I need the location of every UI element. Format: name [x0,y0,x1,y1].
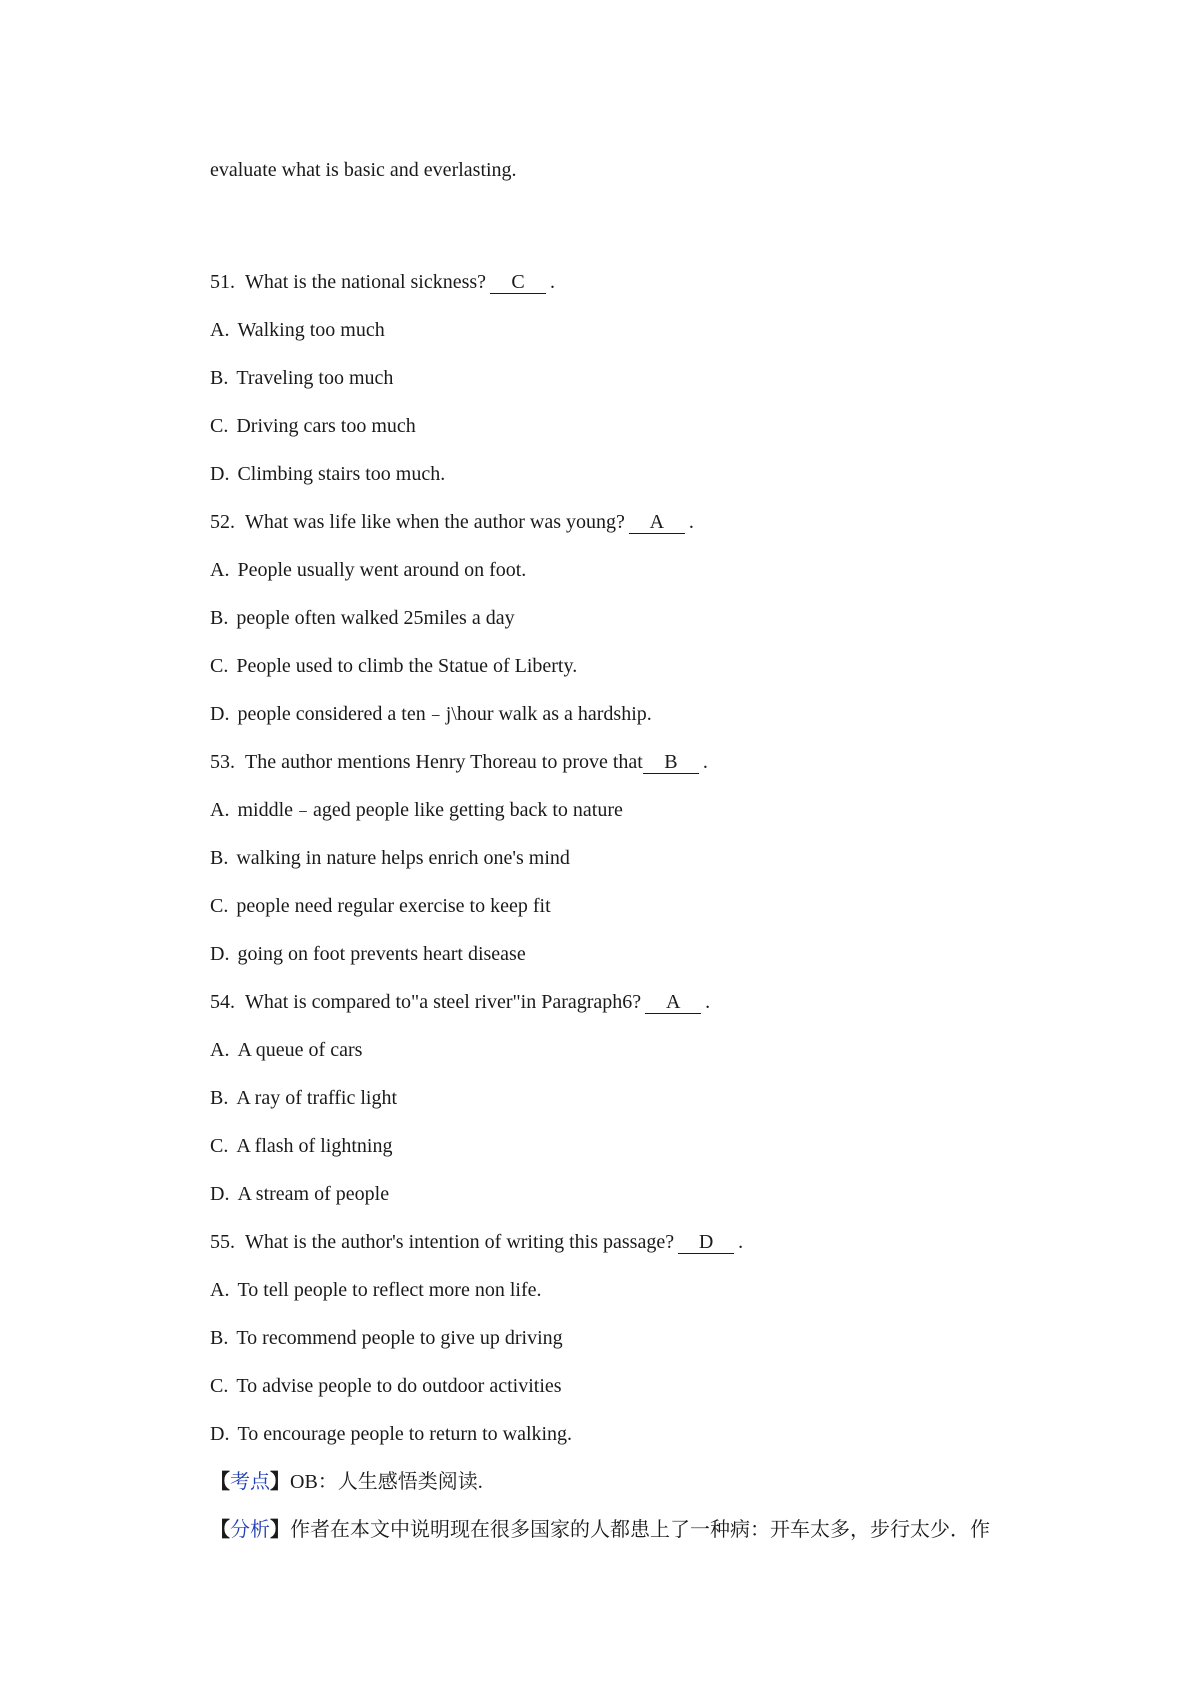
option-55-b [210,1324,563,1352]
question-53 [210,748,708,776]
option-text: To tell people to reflect more non life. [237,1279,542,1301]
option-55-d [210,1420,572,1448]
fenxi-text: 作者在本文中说明现在很多国家的人都患上了一种病：开车太多，步行太少．作 [290,1519,990,1541]
option-text: A stream of people [237,1183,390,1205]
option-text: Walking too much [237,319,385,341]
option-54-c [210,1132,392,1160]
option-letter: D. [210,703,230,725]
bracket-close: 】 [270,1471,290,1493]
question-number: 51. [210,271,235,293]
option-51-b [210,364,393,392]
answer-blank: B [643,751,699,774]
question-stem: What was life like when the author was young? [245,511,625,533]
option-text: A flash of lightning [236,1135,393,1157]
question-stem: What is the national sickness? [245,271,487,293]
option-54-d [210,1180,389,1208]
option-text: To recommend people to give up driving [236,1327,563,1349]
question-stem: What is compared to"a steel river"in Paragraph6? [245,991,642,1013]
option-text: people considered a ten﹣j\hour walk as a hardship. [237,703,652,725]
option-letter: D. [210,1183,230,1205]
question-52 [210,508,694,536]
option-letter: A. [210,799,230,821]
option-letter: B. [210,847,229,869]
answer-blank: C [490,271,546,294]
option-letter: C. [210,655,229,677]
option-text: Driving cars too much [236,415,416,437]
question-51 [210,268,555,296]
option-55-a [210,1276,542,1304]
option-52-b [210,604,515,632]
option-54-a [210,1036,362,1064]
bracket-open: 【 [210,1471,230,1493]
question-54 [210,988,710,1016]
option-52-d [210,700,652,728]
question-number: 53. [210,751,235,773]
option-55-c [210,1372,562,1400]
option-51-d [210,460,445,488]
option-letter: D. [210,943,230,965]
option-letter: D. [210,1423,230,1445]
option-text: A queue of cars [237,1039,363,1061]
question-number: 54. [210,991,235,1013]
option-letter: D. [210,463,230,485]
question-stem: The author mentions Henry Thoreau to prove that [245,751,643,773]
question-55 [210,1228,743,1256]
answer-blank: A [645,991,701,1014]
answer-blank: A [629,511,685,534]
option-51-c [210,412,416,440]
question-end: . [738,1231,744,1253]
answer-blank: D [678,1231,734,1254]
option-text: middle﹣aged people like getting back to nature [237,799,623,821]
question-end: . [688,511,694,533]
option-text: people often walked 25miles a day [236,607,515,629]
option-53-b [210,844,570,872]
intro-line [210,156,517,184]
question-number: 55. [210,1231,235,1253]
question-end: . [705,991,711,1013]
fenxi-label: 分析 [230,1519,270,1541]
option-52-a [210,556,526,584]
option-text: To advise people to do outdoor activities [236,1375,562,1397]
option-letter: C. [210,895,229,917]
option-letter: A. [210,1279,230,1301]
option-text: A ray of traffic light [236,1087,398,1109]
option-text: Climbing stairs too much. [237,463,446,485]
option-letter: B. [210,607,229,629]
option-text: Traveling too much [236,367,394,389]
option-text: people need regular exercise to keep fit [236,895,551,917]
option-text: To encourage people to return to walking. [237,1423,573,1445]
intro-text: evaluate what is basic and everlasting. [210,159,517,181]
option-text: going on foot prevents heart disease [237,943,526,965]
option-54-b [210,1084,397,1112]
question-stem: What is the author's intention of writing this passage? [245,1231,675,1253]
option-letter: A. [210,1039,230,1061]
option-text: People used to climb the Statue of Liberty. [236,655,578,677]
option-text: People usually went around on foot. [237,559,527,581]
bracket-close: 】 [270,1519,290,1541]
option-53-d [210,940,526,968]
question-number: 52. [210,511,235,533]
option-53-c [210,892,551,920]
option-letter: B. [210,1087,229,1109]
option-51-a [210,316,385,344]
option-53-a [210,796,623,824]
option-52-c [210,652,577,680]
option-letter: C. [210,415,229,437]
kaodian-text: OB：人生感悟类阅读. [290,1471,483,1493]
option-text: walking in nature helps enrich one's mind [236,847,570,869]
kaodian-line [210,1468,483,1496]
option-letter: A. [210,559,230,581]
bracket-open: 【 [210,1519,230,1541]
question-end: . [702,751,708,773]
option-letter: C. [210,1375,229,1397]
option-letter: C. [210,1135,229,1157]
kaodian-label: 考点 [230,1471,270,1493]
option-letter: B. [210,1327,229,1349]
option-letter: A. [210,319,230,341]
fenxi-line [210,1516,990,1544]
option-letter: B. [210,367,229,389]
question-end: . [550,271,556,293]
